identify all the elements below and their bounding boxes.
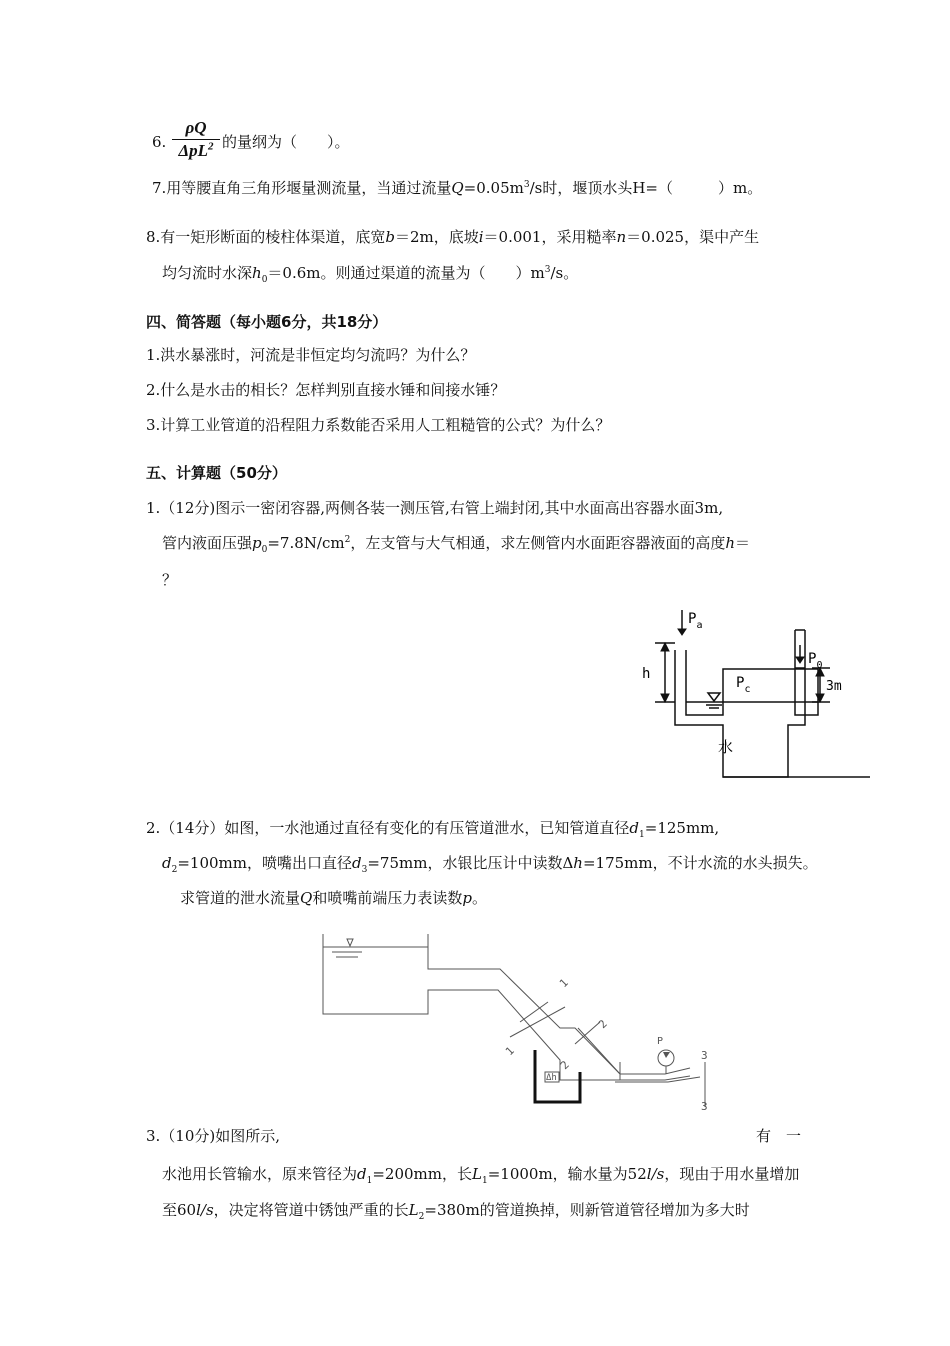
label-pc: $P_c$ [736, 675, 751, 695]
q6-frac-numerator: ρQ [185, 118, 207, 137]
label-section-2-top: 2 [595, 1017, 610, 1032]
label-section-2-bottom: 2 [557, 1058, 572, 1073]
label-pressure-gauge: P [657, 1036, 664, 1047]
s4-item-1: 1.洪水暴涨时，河流是非恒定均匀流吗？为什么？ [146, 346, 476, 364]
section-4-title: 四、简答题（每小题6分，共18分） [146, 313, 388, 331]
q7-line: 7.用等腰直角三角形堰量测流量，当通过流量$Q=0.05m^3/s$时，堰顶水头H=（ ）m。 [152, 179, 763, 197]
c1-line-1: 1.（12分)图示一密闭容器,两侧各装一测压管,右管上端封闭,其中水面高出容器水面3m, [146, 499, 724, 517]
q6-frac-denominator: ΔpL$^2$ [178, 140, 214, 160]
label-p0: $P_0$ [808, 651, 823, 671]
label-section-1-top: 1 [556, 976, 571, 991]
label-water: 水 [718, 738, 734, 756]
c2-line-1: 2.（14分）如图，一水池通过直径有变化的有压管道泄水，已知管道直径$d_1=125mm$, [146, 819, 720, 840]
q8-line-1: 8.有一矩形断面的棱柱体渠道，底宽b＝2m，底坡i＝0.001，采用糙率n＝0.025，渠中产生 [146, 228, 760, 246]
q6-number: 6. [152, 133, 167, 151]
c1-line-3: ？ [162, 571, 178, 589]
c3-line-1-right: 有 一 [756, 1127, 802, 1145]
figure-closed-container [620, 605, 870, 785]
s4-item-2: 2.什么是水击的相长？怎样判别直接水锤和间接水锤？ [146, 381, 506, 399]
s4-item-3: 3.计算工业管道的沿程阻力系数能否采用人工粗糙管的公式？为什么？ [146, 416, 611, 434]
c3-line-3: 至60l/s，决定将管道中锈蚀严重的长$L_2=380m$的管道换掉，则新管道管径增加为多大时 [162, 1201, 750, 1222]
c3-line-1-left: 3.（10分)如图所示, [146, 1127, 281, 1145]
label-section-1-bottom: 1 [502, 1044, 517, 1059]
figure-reservoir-pipeline [320, 932, 720, 1112]
section-5-title: 五、计算题（50分） [146, 464, 287, 482]
q8-line-2: 均匀流时水深$h_0=0.6m$。则通过渠道的流量为（ ）$m^3/s$。 [162, 264, 579, 285]
label-pa: $P_a$ [688, 611, 703, 631]
label-delta-h: Δh [546, 1073, 557, 1083]
label-3m: 3m [826, 679, 842, 694]
label-section-3-top: 3 [701, 1049, 708, 1062]
label-section-3-bottom: 3 [701, 1100, 708, 1112]
q6-fraction [172, 118, 220, 161]
c1-line-2: 管内液面压强$p_0=7.8N/cm^2$，左支管与大气相通，求左侧管内水面距容器液面的高度h＝ [162, 534, 751, 555]
c2-line-3: 求管道的泄水流量Q和喷嘴前端压力表读数p。 [180, 889, 487, 907]
q6-text: 的量纲为（ ）。 [222, 133, 350, 151]
c3-line-2: 水池用长管输水，原来管径为$d_1=200mm$，长$L_1=1000m$，输水量为52l/s，现由于用水量增加 [162, 1165, 800, 1186]
c2-line-2: $d_2=100mm$，喷嘴出口直径$d_3=75mm$，水银比压计中读数Δh=175mm，不计水流的水头损失。 [162, 854, 818, 875]
label-h: h [642, 666, 651, 682]
